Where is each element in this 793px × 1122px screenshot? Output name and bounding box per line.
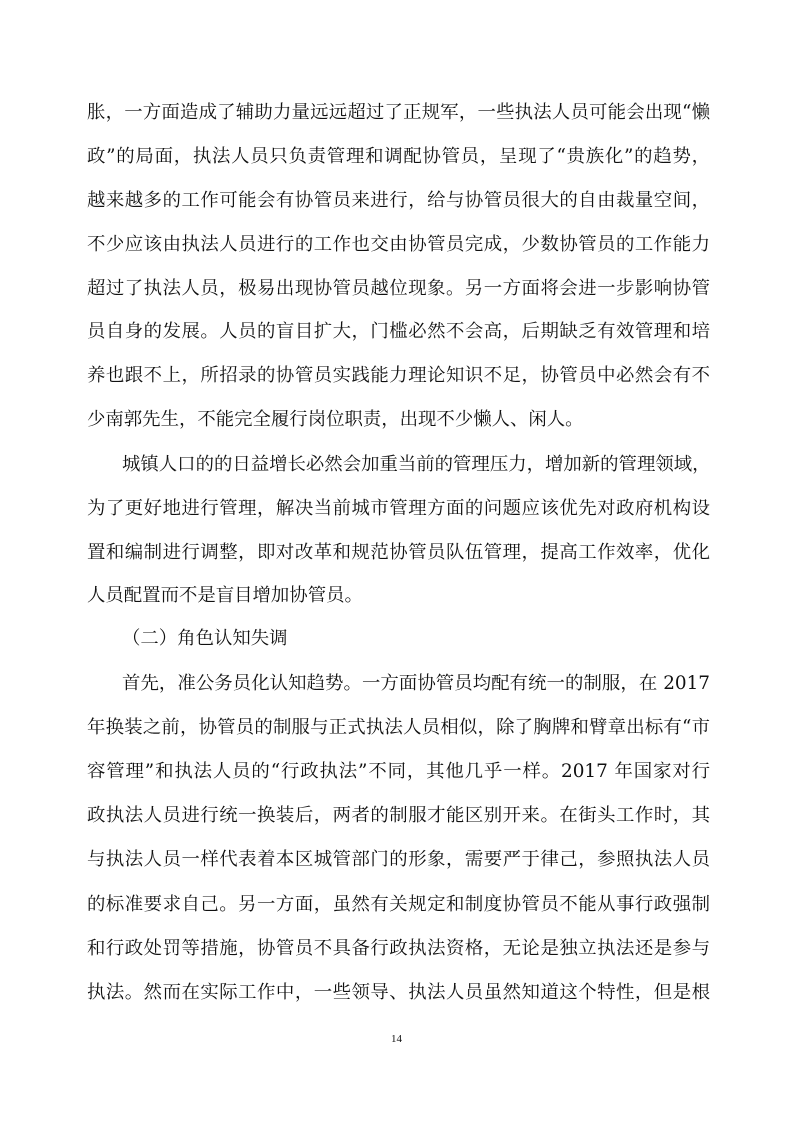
page-number: 14 (391, 1033, 402, 1045)
body-text-line: 年换装之前，协管员的制服与正式执法人员相似，除了胸牌和臂章出标有“市 (87, 717, 710, 738)
body-text-line: 和行政处罚等措施，协管员不具备行政执法资格，无论是独立执法还是参与 (87, 938, 710, 959)
body-text-line: 人员配置而不是盲目增加协管员。 (87, 585, 363, 606)
body-text-line: 与执法人员一样代表着本区城管部门的形象，需要严于律己，参照执法人员 (87, 849, 710, 870)
section-heading: （二）角色认知失调 (122, 628, 288, 649)
body-text-line: 不少应该由执法人员进行的工作也交由协管员完成，少数协管员的工作能力 (87, 234, 710, 255)
body-text-line: 容管理”和执法人员的“行政执法”不同，其他几乎一样。2017 年国家对行 (87, 761, 710, 782)
body-text-line: 养也跟不上，所招录的协管员实践能力理论知识不足，协管员中必然会有不 (87, 365, 710, 386)
body-text-line: 执法。然而在实际工作中，一些领导、执法人员虽然知道这个特性，但是根 (87, 982, 710, 1003)
body-text-line: 胀，一方面造成了辅助力量远远超过了正规军，一些执法人员可能会出现“懒 (87, 102, 710, 123)
body-text-line: 少南郭先生，不能完全履行岗位职责，出现不少懒人、闲人。 (87, 409, 584, 430)
body-text-line: 超过了执法人员，极易出现协管员越位现象。另一方面将会进一步影响协管 (87, 278, 710, 299)
paragraph-first-line: 首先，准公务员化认知趋势。一方面协管员均配有统一的制服，在 2017 (122, 673, 710, 694)
body-text-line: 员自身的发展。人员的盲目扩大，门槛必然不会高，后期缺乏有效管理和培 (87, 321, 710, 342)
body-text-line: 越来越多的工作可能会有协管员来进行，给与协管员很大的自由裁量空间， (87, 190, 710, 211)
body-text-line: 政”的局面，执法人员只负责管理和调配协管员，呈现了“贵族化”的趋势， (87, 146, 710, 167)
body-text-line: 为了更好地进行管理，解决当前城市管理方面的问题应该优先对政府机构设 (87, 498, 710, 519)
body-text-line: 置和编制进行调整，即对改革和规范协管员队伍管理，提高工作效率，优化 (87, 542, 710, 563)
body-text-line: 政执法人员进行统一换装后，两者的制服才能区别开来。在街头工作时，其 (87, 805, 710, 826)
paragraph-first-line: 城镇人口的的日益增长必然会加重当前的管理压力，增加新的管理领域， (122, 454, 711, 475)
body-text-line: 的标准要求自己。另一方面，虽然有关规定和制度协管员不能从事行政强制 (87, 894, 710, 915)
